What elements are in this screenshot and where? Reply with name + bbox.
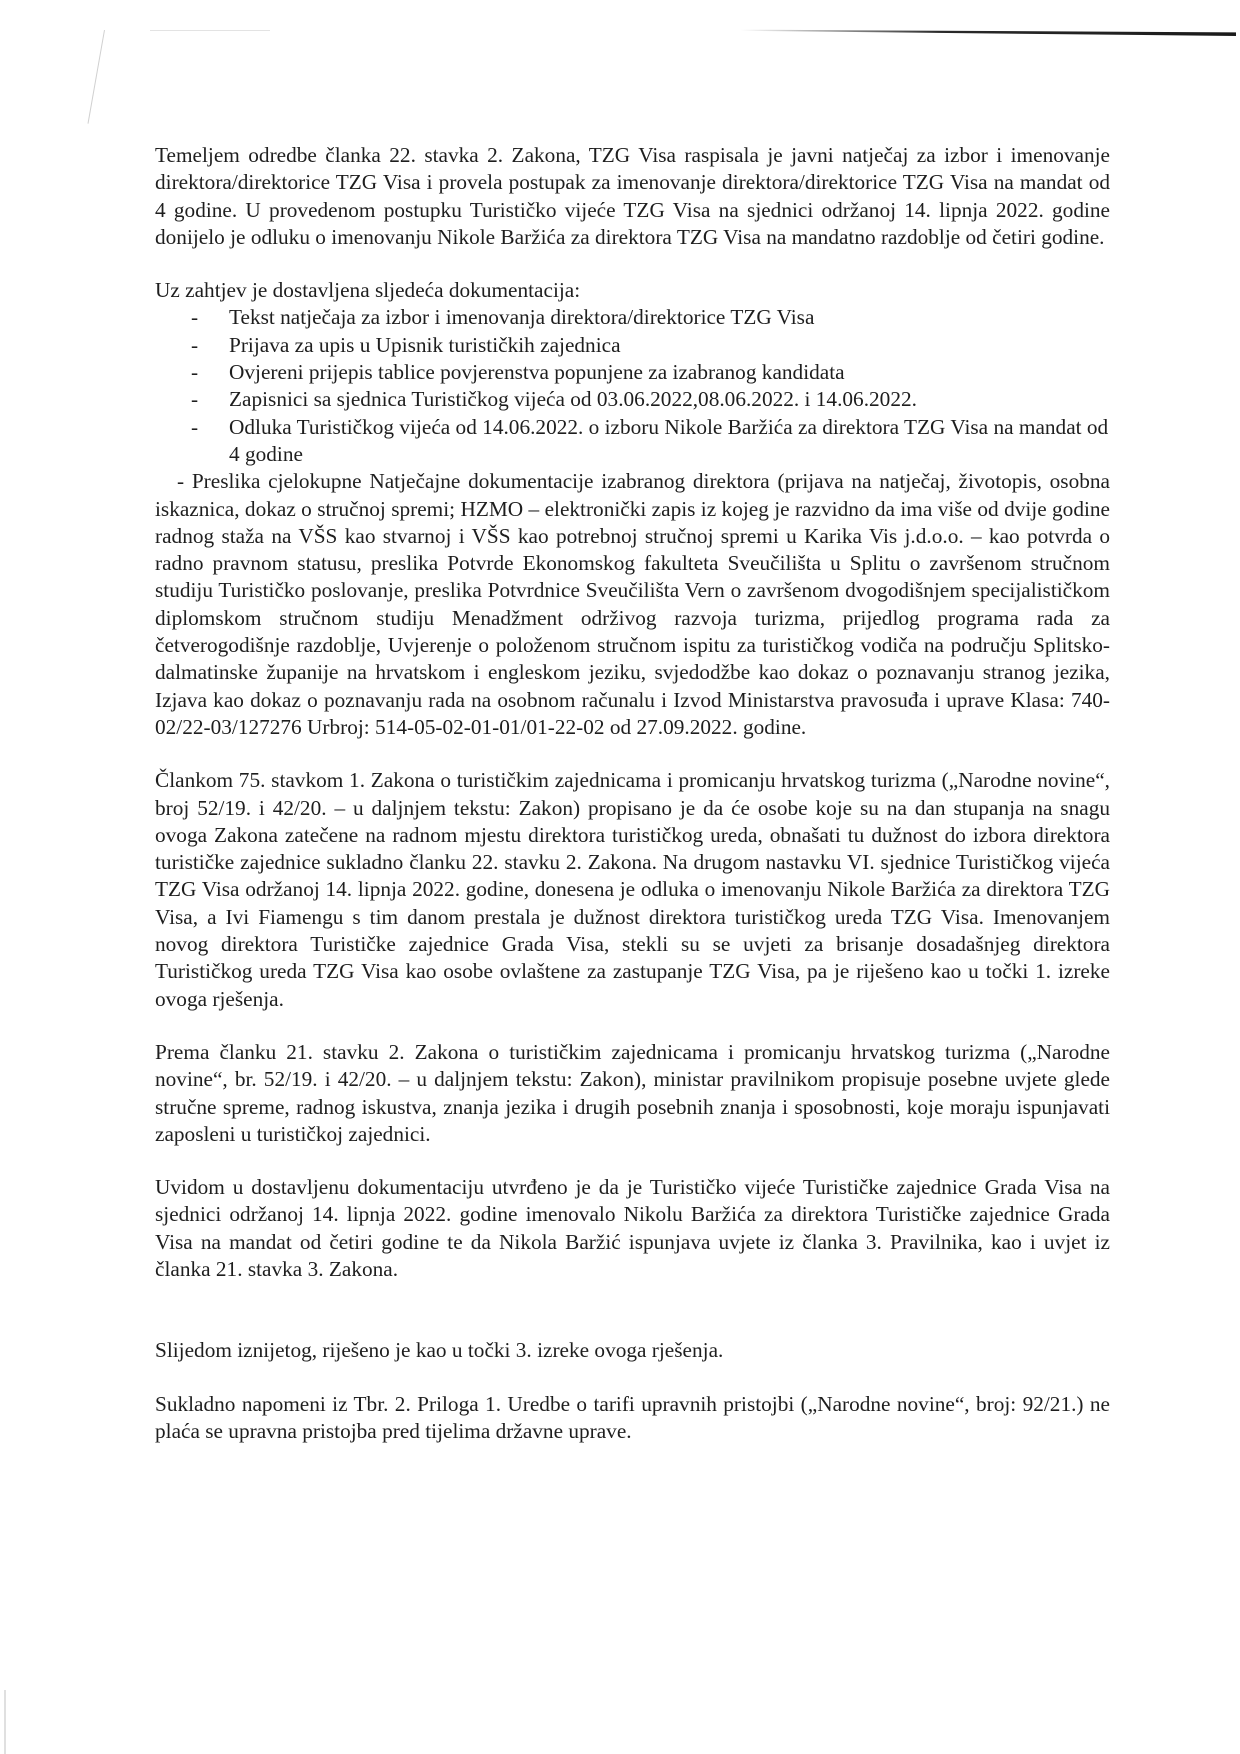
list-item bbox=[155, 414, 1110, 469]
scan-artifact-line bbox=[740, 28, 1236, 36]
paragraph-clanak-75: Člankom 75. stavkom 1. Zakona o turističkim zajednicama i promicanju hrvatskog turizma („Narodne novine“, broj 52/19. i 42/20. – u daljnjem tekstu: Zakon) propisano je da će osobe koje su na dan stupanja na snagu ovoga Zakona zatečene na radnom mjestu direktora turističkog ureda, obnašati tu dužnost do izbora direktora turističke zajednice sukladno članku 22. stavku 2. Zakona. Na drugom nastavku VI. sjednice Turističkog vijeća TZG Visa održanoj 14. lipnja 2022. godine, donesena je odluka o imenovanju Nikole Baržića za direktora TZG Visa, a Ivi Fiamengu s tim danom prestala je dužnost direktora turističkog ureda TZG Visa. Imenovanjem novog direktora Turističke zajednice Grada Visa, stekli su se uvjeti za brisanje dosadašnjeg direktora Turističkog ureda TZG Visa kao osobe ovlaštene za zastupanje TZG Visa, pa je riješeno kao u točki 1. izreke ovoga rješenja. bbox=[155, 768, 1110, 1011]
documentation-list bbox=[155, 304, 1110, 468]
list-item bbox=[155, 386, 1110, 413]
paragraph-slijedom: Slijedom iznijetog, riješeno je kao u točki 3. izreke ovoga rješenja. bbox=[155, 1338, 724, 1363]
list-item-text: Ovjereni prijepis tablice povjerenstva popunjene za izabranog kandidata bbox=[229, 360, 845, 385]
paragraph-uvidom: Uvidom u dostavljenu dokumentaciju utvrđeno je da je Turističko vijeće Turističke zajednice Grada Visa na sjednici održanoj 14. lipnja 2022. godine imenovalo Nikolu Baržića za direktora Turističke zajednice Grada Visa na mandat od četiri godine te da Nikola Baržić ispunjava uvjete iz članka 3. Pravilnika, kao i uvjet iz članka 21. stavka 3. Zakona. bbox=[155, 1175, 1110, 1281]
dash-bullet: - bbox=[191, 360, 199, 385]
list-item-text: Prijava za upis u Upisnik turističkih zajednica bbox=[229, 332, 621, 357]
list-item-text: Odluka Turističkog vijeća od 14.06.2022. o izboru Nikole Baržića za direktora TZG Visa na mandat od 4 godine bbox=[229, 414, 1109, 466]
scan-artifact bbox=[4, 1690, 6, 1754]
document-page bbox=[155, 142, 1110, 1445]
list-item-text: Zapisnici sa sjednica Turističkog vijeća od 03.06.2022,08.06.2022. i 14.06.2022. bbox=[229, 387, 917, 412]
scan-artifact bbox=[150, 30, 270, 31]
paragraph-sukladno: Sukladno napomeni iz Tbr. 2. Priloga 1. Uredbe o tarifi upravnih pristojbi („Narodne novine“, broj: 92/21.) ne plaća se upravna pristojba pred tijelima državne uprave. bbox=[155, 1391, 1110, 1443]
dash-bullet: - bbox=[191, 414, 199, 439]
list-item-text: Tekst natječaja za izbor i imenovanja direktora/direktorice TZG Visa bbox=[229, 305, 815, 330]
dash-bullet: - bbox=[191, 387, 199, 412]
dash-bullet: - bbox=[191, 332, 199, 357]
list-item bbox=[155, 359, 1110, 386]
documentation-copy-item: - Preslika cjelokupne Natječajne dokumentacije izabranog direktora (prijava na natječaj, životopis, osobna iskaznica, dokaz o stručnoj spremi; HZMO – elektronički zapis iz kojeg je razvidno da ima više od dvije godine radnog staža na VŠS kao stvarnoj i VŠS kao potrebnoj stručnoj spremi u Karika Vis j.d.o.o. – kao potvrda o radno pravnom statusu, preslika Potvrde Ekonomskog fakulteta Sveučilišta u Splitu o završenom stručnom studiju Turističko poslovanje, preslika Potvrdnice Sveučilišta Vern o završenom dvogodišnjem specijalističkom diplomskom stručnom studiju Menadžment održivog razvoja turizma, prijedlog programa rada za četverogodišnje razdoblje, Uvjerenje o položenom stručnom ispitu za turističkog vodiča na području Splitsko-dalmatinske županije na hrvatskom i engleskom jeziku, svjedodžbe kao dokaz o poznavanju stranog jezika, Izjava kao dokaz o poznavanju rada na osobnom računalu i Izvod Ministarstva pravosuđa i uprave Klasa: 740-02/22-03/127276 Urbroj: 514-05-02-01-01/01-22-02 od 27.09.2022. godine. bbox=[155, 469, 1110, 739]
paragraph-natjecaj: Temeljem odredbe članka 22. stavka 2. Zakona, TZG Visa raspisala je javni natječaj za izbor i imenovanje direktora/direktorice TZG Visa i provela postupak za imenovanje direktora/direktorice TZG Visa na mandat od 4 godine. U provedenom postupku Turističko vijeće TZG Visa na sjednici održanoj 14. lipnja 2022. godine donijelo je odluku o imenovanju Nikole Baržića za direktora TZG Visa na mandatno razdoblje od četiri godine. bbox=[155, 143, 1110, 249]
documentation-intro: Uz zahtjev je dostavljena sljedeća dokumentacija: bbox=[155, 278, 581, 303]
paragraph-clanak-21: Prema članku 21. stavku 2. Zakona o turističkim zajednicama i promicanju hrvatskog turizma („Narodne novine“, br. 52/19. i 42/20. – u daljnjem tekstu: Zakon), ministar pravilnikom propisuje posebne uvjete glede stručne spreme, radnog iskustva, znanja jezika i drugih posebnih znanja i sposobnosti, koje moraju ispunjavati zaposleni u turističkoj zajednici. bbox=[155, 1039, 1110, 1146]
dash-bullet: - bbox=[191, 305, 199, 330]
list-item bbox=[155, 332, 1110, 359]
list-item bbox=[155, 304, 1110, 331]
scan-artifact bbox=[88, 30, 105, 124]
